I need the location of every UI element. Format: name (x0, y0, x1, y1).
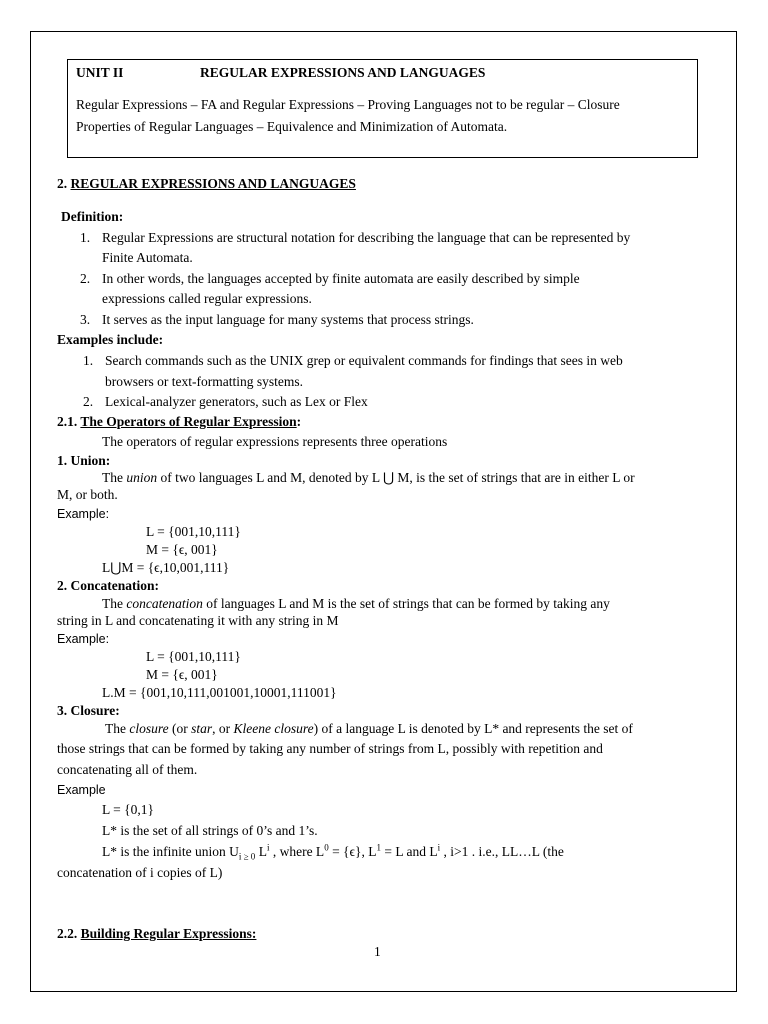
inf-text-f: , i>1 . i.e., LL…L (the (440, 844, 564, 859)
closure-paragraph-line-3: concatenating all of them. (57, 762, 198, 777)
definition-item-2-line-2: expressions called regular expressions. (102, 291, 312, 306)
union-text-b: of two languages L and M, denoted by L ⋃ M, is the set of strings that are in either L or (157, 470, 635, 485)
inf-superscript-1: 1 (376, 842, 381, 853)
star-term: star (191, 721, 213, 736)
closure-example-label: Example (57, 783, 106, 797)
inf-text-e: = L and L (380, 844, 438, 859)
concatenation-result: L.M = {001,10,111,001001,10001,111001} (102, 685, 337, 700)
section-2-number: 2. (57, 176, 71, 191)
union-paragraph-line-2: M, or both. (57, 487, 118, 502)
concatenation-text-a: The (102, 596, 127, 611)
unit-topics-line-1: Regular Expressions – FA and Regular Expressions – Proving Languages not to be regular – Closure (76, 97, 620, 112)
closure-heading: 3. Closure: (57, 703, 120, 718)
examples-heading: Examples include: (57, 332, 164, 347)
concatenation-heading: 2. Concatenation: (57, 578, 159, 593)
operators-number: 2.1. (57, 414, 81, 429)
concatenation-example-label: Example: (57, 632, 110, 646)
definition-item-3-line-1: It serves as the input language for many systems that process strings. (102, 312, 474, 327)
concatenation-paragraph-line-1 (102, 596, 610, 612)
union-heading: 1. Union: (57, 453, 111, 468)
definition-item-2-number: 2. (80, 271, 91, 286)
inf-text-a: L* is the infinite union U (102, 844, 239, 859)
concatenation-m-set: M = {ϵ, 001} (146, 667, 218, 682)
closure-paragraph-line-2: those strings that can be formed by taking any number of strings from L, possibly with repetition and (57, 741, 603, 756)
examples-item-1-line-1: Search commands such as the UNIX grep or equivalent commands for findings that sees in web (105, 353, 623, 368)
closure-star-description: L* is the set of all strings of 0’s and 1’s. (102, 823, 318, 838)
closure-text-d: ) of a language L is denoted by L* and represents the set of (313, 721, 633, 736)
inf-text-c: , where L (269, 844, 325, 859)
inf-subscript: i ≥ 0 (238, 851, 256, 862)
union-result: L⋃M = {ϵ,10,001,111} (102, 560, 230, 575)
section-2-title: REGULAR EXPRESSIONS AND LANGUAGES (70, 176, 356, 191)
closure-term: closure (129, 721, 169, 736)
building-heading (57, 926, 256, 942)
definition-heading: Definition: (61, 209, 124, 224)
union-m-set: M = {ϵ, 001} (146, 542, 218, 557)
operators-colon: : (296, 414, 302, 429)
building-number: 2.2. (57, 926, 81, 941)
definition-item-1-number: 1. (80, 230, 91, 245)
closure-text-c: , or (212, 721, 234, 736)
union-term: union (126, 470, 158, 485)
definition-item-3-number: 3. (80, 312, 91, 327)
union-paragraph-line-1 (102, 470, 635, 486)
unit-topics-line-2: Properties of Regular Languages – Equivalence and Minimization of Automata. (76, 119, 508, 134)
inf-superscript-0: 0 (324, 842, 329, 853)
examples-item-2-line-1: Lexical-analyzer generators, such as Lex or Flex (105, 394, 368, 409)
examples-item-2-number: 2. (83, 394, 94, 409)
section-2-heading (57, 176, 356, 192)
closure-text-a: The (105, 721, 130, 736)
definition-item-1-line-1: Regular Expressions are structural notation for describing the language that can be represented by (102, 230, 631, 245)
closure-l-set: L = {0,1} (102, 802, 154, 817)
inf-superscript-i-2: i (437, 842, 441, 853)
inf-text-b: L (255, 844, 267, 859)
concatenation-text-b: of languages L and M is the set of strings that can be formed by taking any (202, 596, 610, 611)
closure-text-b: (or (168, 721, 192, 736)
definition-item-2-line-1: In other words, the languages accepted by finite automata are easily described by simple (102, 271, 580, 286)
operators-heading (57, 414, 301, 430)
inf-superscript-i: i (266, 842, 270, 853)
kleene-closure-term: Kleene closure (233, 721, 314, 736)
closure-infinite-union-line-2: concatenation of i copies of L) (57, 865, 223, 880)
concatenation-paragraph-line-2: string in L and concatenating it with any string in M (57, 613, 339, 628)
union-example-label: Example: (57, 507, 110, 521)
union-text-a: The (102, 470, 127, 485)
examples-item-1-line-2: browsers or text-formatting systems. (105, 374, 303, 389)
closure-paragraph-line-1 (105, 721, 633, 737)
operators-title: The Operators of Regular Expression (80, 414, 297, 429)
inf-text-d: = {ϵ}, L (328, 844, 377, 859)
definition-item-1-line-2: Finite Automata. (102, 250, 193, 265)
page-number: 1 (374, 944, 381, 959)
union-l-set: L = {001,10,111} (146, 524, 241, 539)
unit-title: REGULAR EXPRESSIONS AND LANGUAGES (200, 65, 486, 80)
concatenation-term: concatenation (126, 596, 203, 611)
operators-intro: The operators of regular expressions represents three operations (102, 434, 448, 449)
unit-label: UNIT II (76, 65, 124, 80)
concatenation-l-set: L = {001,10,111} (146, 649, 241, 664)
closure-infinite-union-line-1 (102, 844, 564, 860)
building-title: Building Regular Expressions: (80, 926, 257, 941)
examples-item-1-number: 1. (83, 353, 94, 368)
